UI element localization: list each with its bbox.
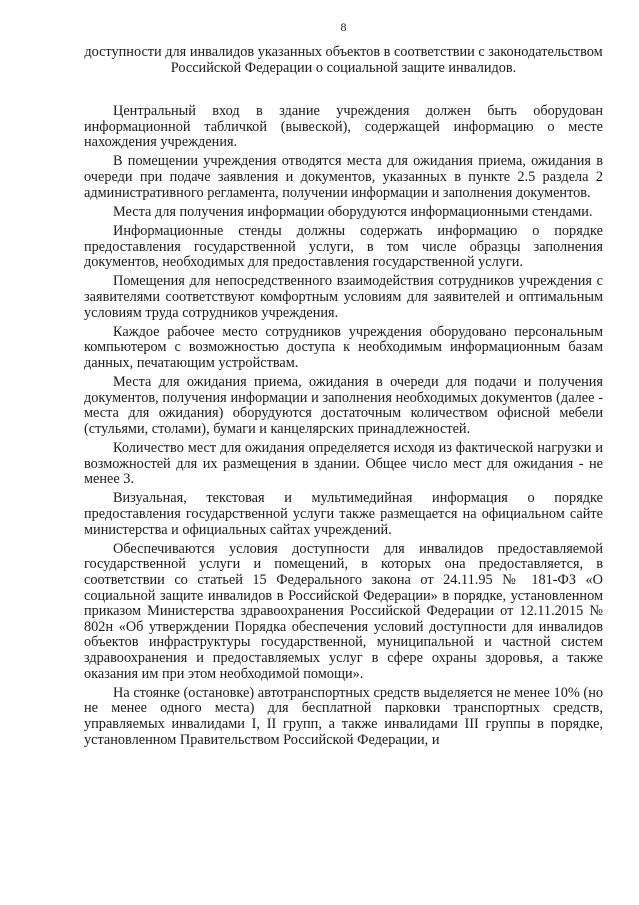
- paragraph-furniture: Места для ожидания приема, ожидания в очереди для подачи и получения документов, получения информации и заполнения необходимых документов (далее - места для ожидания) оборудуются достаточным количеством офисной мебели (стульями, столами), бумаги и канцелярских принадлежностей.: [84, 374, 603, 437]
- paragraph-waiting-places: В помещении учреждения отводятся места для ожидания приема, ожидания в очереди при подаче заявления и документов, указанных в пункте 2.5 раздела 2 административного регламента, получении информации и заполнения документов.: [84, 153, 603, 201]
- paragraph-info-places: Места для получения информации оборудуются информационными стендами.: [113, 203, 593, 220]
- paragraph-seat-count: Количество мест для ожидания определяется исходя из фактической нагрузки и возможностей для их размещения в здании. Общее число мест для ожидания - не менее 3.: [84, 440, 603, 488]
- paragraph-entrance-sign: Центральный вход в здание учреждения должен быть оборудован информационной табличкой (вывеской), содержащей информацию о месте нахождения учреждения.: [84, 103, 603, 151]
- paragraph-accessibility: Обеспечиваются условия доступности для инвалидов предоставляемой государственной услуги и помещений, в которых она предоставляется, в соответствии со статьей 15 Федерального закона от 24.11.95 № 181-ФЗ «О социальной защите инвалидов в Российской Федерации» в порядке, установленном приказом Министерства здравоохранения Российской Федерации от 12.11.2015 № 802н «Об утверждении Порядка обеспечения условий доступности для инвалидов объектов инфраструктуры государственной, муниципальной и частной систем здравоохранения и предоставляемых услуг в сфере охраны здоровья, а также оказания им при этом необходимой помощи».: [84, 540, 603, 682]
- paragraph-info-stands: Информационные стенды должны содержать информацию о порядке предоставления государственной услуги, в том числе образцы заполнения документов, необходимых для предоставления государственной услуги.: [84, 222, 603, 271]
- paragraph-workplace: Каждое рабочее место сотрудников учреждения оборудовано персональным компьютером с возможностью доступа к необходимым информационным базам данных, печатающим устройствам.: [84, 323, 603, 371]
- page-number: 8: [340, 20, 347, 34]
- paragraph-multimedia-info: Визуальная, текстовая и мультимедийная информация о порядке предоставления государственной услуги также размещается на официальном сайте министерства и официальных сайтах учреждений.: [84, 490, 603, 538]
- paragraph-parking: На стоянке (остановке) автотранспортных средств выделяется не менее 10% (но не менее одного места) для бесплатной парковки транспортных средств, управляемых инвалидами I, II групп, а также инвалидами III группы в порядке, установленном Правительством Российской Федерации, и: [84, 684, 603, 748]
- paragraph-premises: Помещения для непосредственного взаимодействия сотрудников учреждения с заявителями соответствуют комфортным условиям для заявителей и оптимальным условиям труда сотрудников учреждения.: [84, 273, 603, 321]
- continuation-text: доступности для инвалидов указанных объектов в соответствии с законодательством Российской Федерации о социальной защите инвалидов.: [84, 44, 603, 76]
- body-text: [84, 104, 603, 752]
